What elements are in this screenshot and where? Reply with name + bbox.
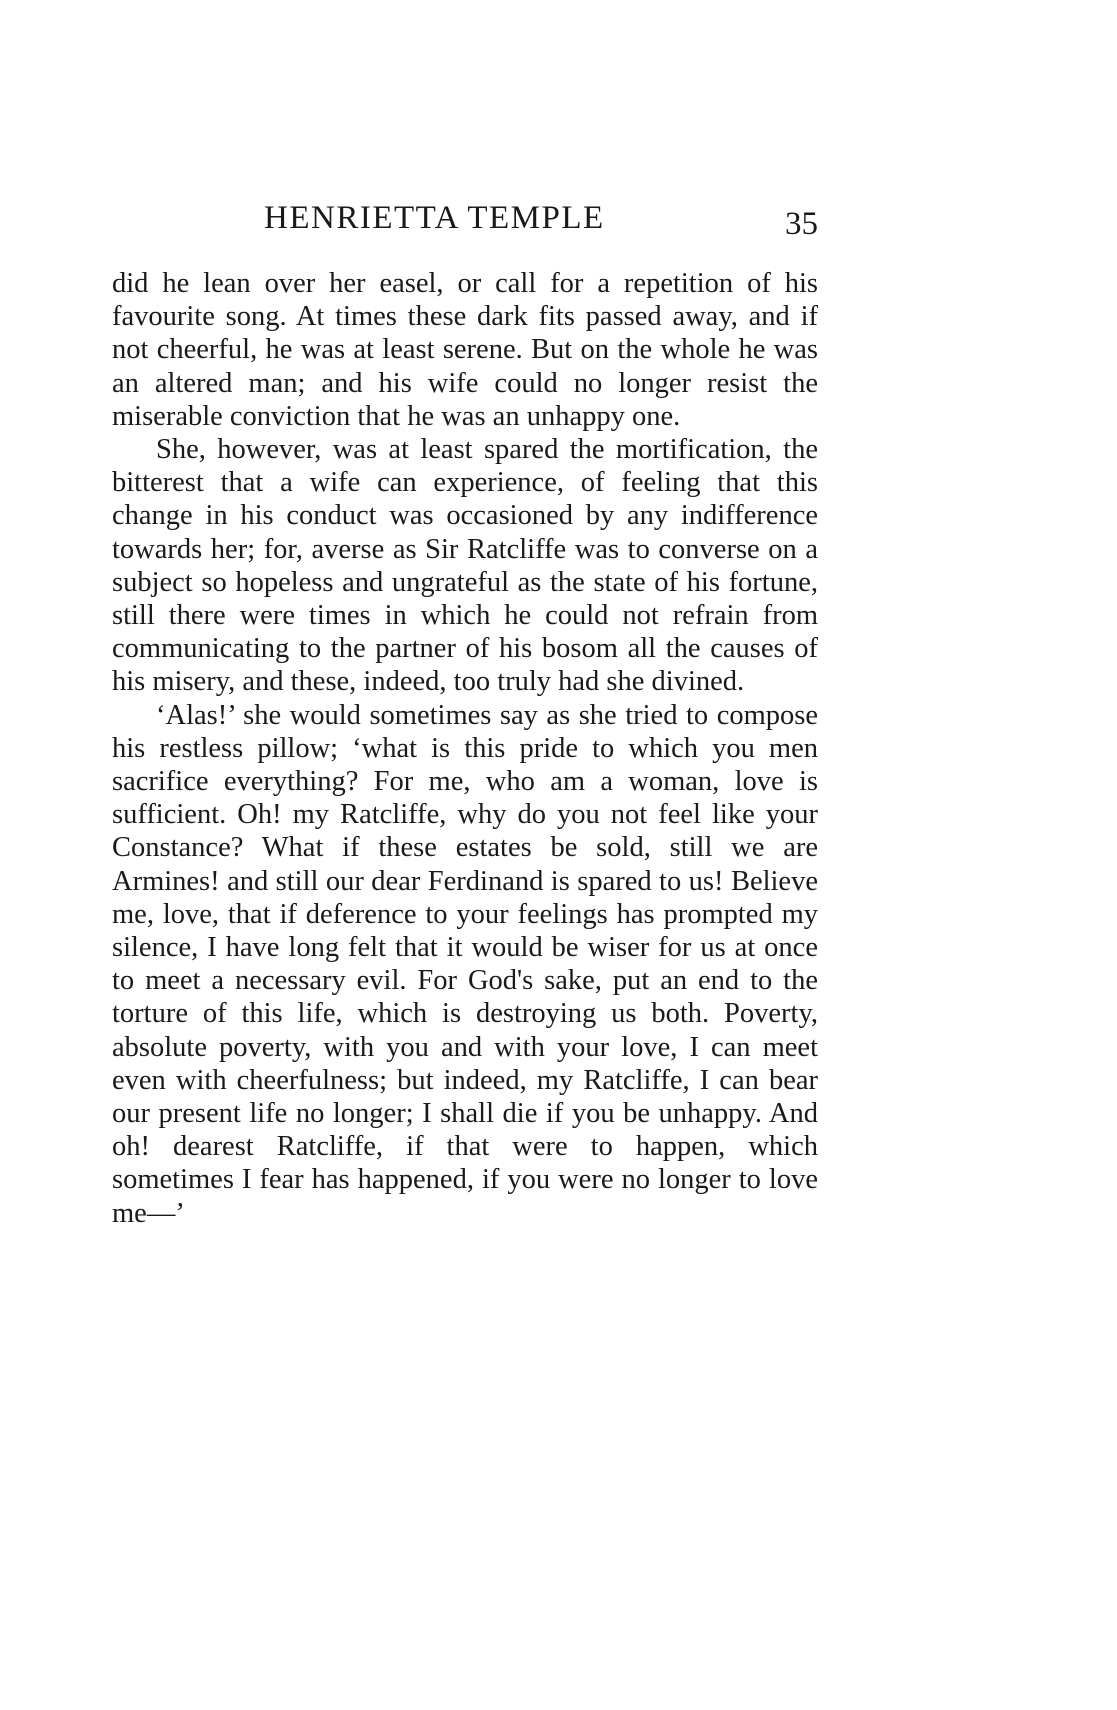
paragraph-1: did he lean over her easel, or call for a repetition of his favourite song. At times these dark fits passed away, and if not cheerful, he was at least serene. But on the whole he was an altered man; and his wife could no longer resist the miserable conviction that he was an unhappy one. — [112, 268, 818, 432]
paragraph-3: ‘Alas!’ she would sometimes say as she tried to compose his restless pillow; ‘what is this pride to which you men sacrifice everything? For me, who am a woman, love is sufficient. Oh! my Ratcliffe, why do you not feel like your Constance? What if these estates be sold, still we are Armines! and still our dear Ferdinand is spared to us! Believe me, love, that if deference to your feelings has prompted my silence, I have long felt that it would be wiser for us at once to meet a necessary evil. For God's sake, put an end to the torture of this life, which is destroying us both. Poverty, absolute poverty, with you and with your love, I can meet even with cheerfulness; but indeed, my Ratcliffe, I can bear our present life no longer; I shall die if you be unhappy. And oh! dearest Ratcliffe, if that were to happen, which sometimes I fear has happened, if you were no longer to love me—’ — [112, 699, 818, 1229]
running-title: HENRIETTA TEMPLE — [264, 200, 605, 236]
body-text — [112, 267, 818, 1230]
running-head — [112, 200, 818, 248]
paragraph-2: She, however, was at least spared the mortification, the bitterest that a wife can experience, of feeling that this change in his conduct was occasioned by any indifference towards her; for, averse as Sir Ratcliffe was to converse on a subject so hopeless and ungrateful as the state of his fortune, still there were times in which he could not refrain from communicating to the partner of his bosom all the causes of his misery, and these, indeed, too truly had she divined. — [112, 434, 818, 698]
page-number: 35 — [785, 206, 818, 242]
